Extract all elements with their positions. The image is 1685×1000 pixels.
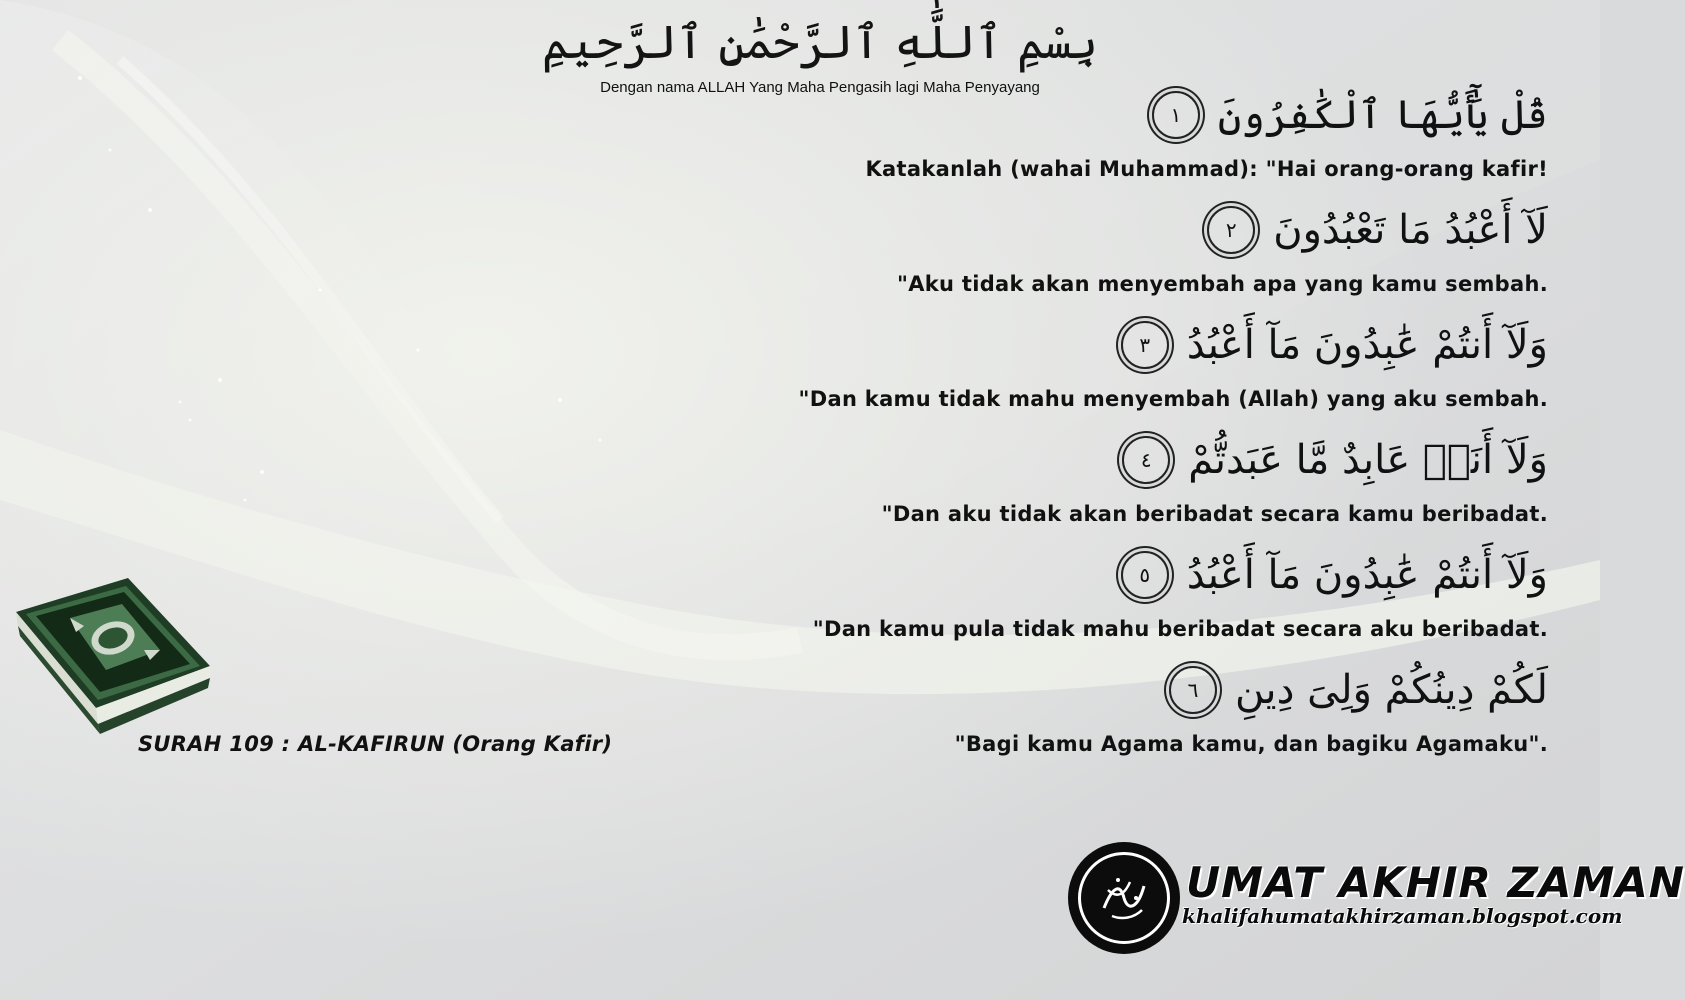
verse-translation: "Dan kamu tidak mahu menyembah (Allah) yang aku sembah. xyxy=(798,387,1548,411)
verse-3 xyxy=(548,306,1548,421)
ayah-number-marker: ٢ xyxy=(1207,206,1255,254)
brand-name: UMAT AKHIR ZAMAN xyxy=(1186,858,1685,907)
verse-list xyxy=(548,76,1548,766)
verse-arabic: لَكُمْ دِينُكُمْ وَلِىَ دِينِ xyxy=(1234,667,1548,713)
verse-translation: "Dan aku tidak akan beribadat secara kamu beribadat. xyxy=(881,502,1548,526)
verse-6 xyxy=(548,651,1548,766)
ayah-number-marker: ٤ xyxy=(1122,436,1170,484)
verse-arabic: وَلَآ أَنتُمْ عَٰبِدُونَ مَآ أَعْبُدُ xyxy=(1186,322,1548,368)
ayah-number-marker: ٣ xyxy=(1121,321,1169,369)
ayah-number-marker: ٦ xyxy=(1169,666,1217,714)
surah-title: SURAH 109 : AL-KAFIRUN (Orang Kafir) xyxy=(138,732,613,756)
verse-arabic: لَآ أَعْبُدُ مَا تَعْبُدُونَ xyxy=(1273,207,1548,253)
bismillah-translation: Dengan nama ALLAH Yang Maha Pengasih lagi Maha Penyayang xyxy=(600,79,1040,96)
verse-translation: "Bagi kamu Agama kamu, dan bagiku Agamaku". xyxy=(954,732,1548,756)
verse-translation: "Aku tidak akan menyembah apa yang kamu sembah. xyxy=(896,272,1548,296)
verse-1 xyxy=(548,76,1548,191)
quran-calligraphy-emblem-icon xyxy=(1068,842,1180,954)
verse-2 xyxy=(548,191,1548,306)
verse-arabic: وَلَآ أَنتُمْ عَٰبِدُونَ مَآ أَعْبُدُ xyxy=(1186,552,1548,598)
verse-arabic: وَلَآ أَنَا۠ عَابِدٌ مَّا عَبَدتُّمْ xyxy=(1188,437,1548,483)
verse-translation: Katakanlah (wahai Muhammad): "Hai orang-orang kafir! xyxy=(865,157,1548,181)
quran-book-icon xyxy=(10,578,210,758)
bismillah-arabic: بِسْمِ ٱللَّٰهِ ٱلرَّحْمَٰنِ ٱلرَّحِيمِ xyxy=(542,15,1098,69)
verse-arabic: قُلْ يَٰٓأَيُّهَا ٱلْكَٰفِرُونَ xyxy=(1217,92,1548,138)
verse-translation: "Dan kamu pula tidak mahu beribadat secara aku beribadat. xyxy=(812,617,1548,641)
verse-5 xyxy=(548,536,1548,651)
brand-url: khalifahumatakhirzaman.blogspot.com xyxy=(1182,904,1623,928)
verse-4 xyxy=(548,421,1548,536)
ayah-number-marker: ١ xyxy=(1152,91,1200,139)
ayah-number-marker: ٥ xyxy=(1121,551,1169,599)
